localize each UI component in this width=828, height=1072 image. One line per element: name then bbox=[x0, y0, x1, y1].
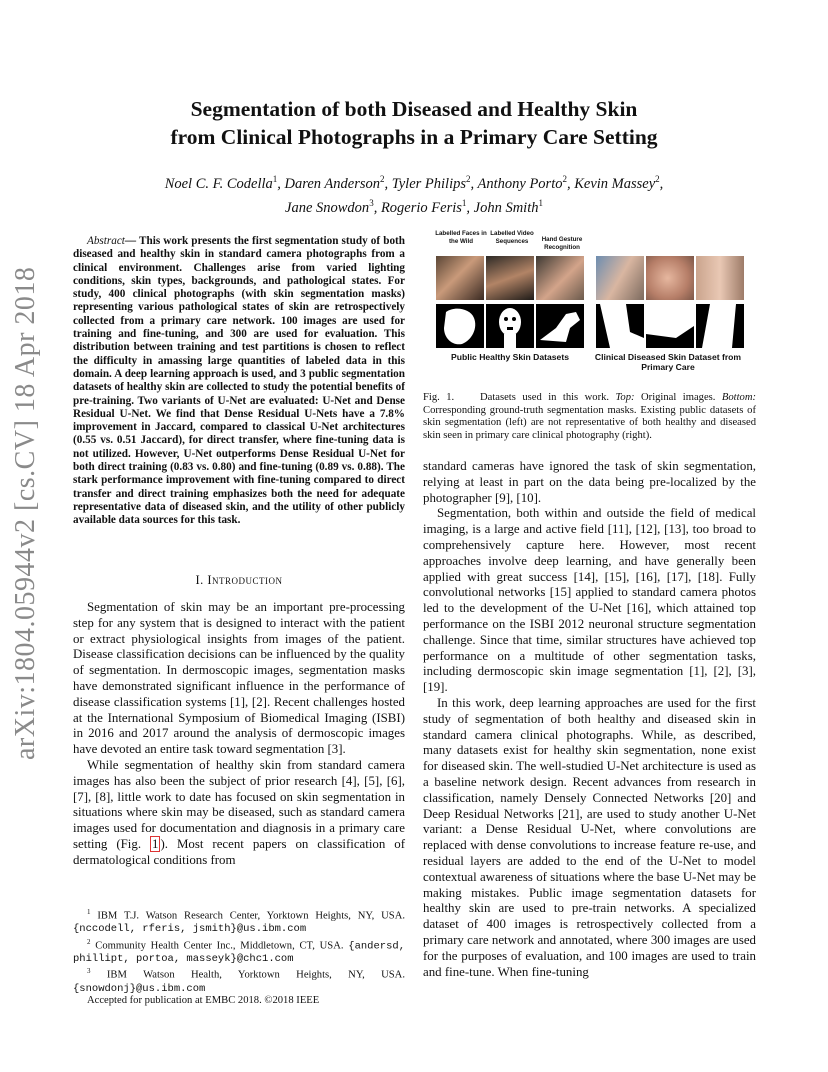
right-column-body bbox=[423, 459, 756, 980]
footnote-3: $^3$ IBM Watson Health, Yorktown Heights, NY, USA. {snowdonj}@us.ibm.com bbox=[73, 967, 405, 995]
dataset-header-hand-gesture: Hand Gesture Recognition bbox=[541, 236, 583, 251]
footnote-2: $^2$ Community Health Center Inc., Middletown, CT, USA. {andersd, phillipt, portoa, masseyk}@chc1.com bbox=[73, 937, 405, 965]
group-label-public: Public Healthy Skin Datasets bbox=[451, 352, 569, 362]
abstract bbox=[73, 235, 405, 528]
author: John Smith$^1$ bbox=[473, 197, 543, 216]
mask-face-video bbox=[486, 304, 534, 348]
group-label-clinical: Clinical Diseased Skin Dataset from Primary Care bbox=[594, 352, 742, 372]
abstract-text: — This work presents the first segmentation study of both diseased and healthy skin in standard camera photographs from a clinical environment. Challenges arise from varied lighting conditions, skin types, backgrounds, and pathological states. For study, 400 clinical photographs (with skin segmentation masks) representing various pathological states of skin are retrospectively collected from a primary care network. 100 images are used for training and fine-tuning, and 300 are used for evaluation. This distribution between training and test partitions is chosen to reflect the difficulty in amassing large quantities of labeled data in this domain. A deep learning approach is used, and 3 public segmentation datasets of healthy skin are collected to study the potential benefits of pre-training. Two variants of U-Net are evaluated: U-Net and Dense Residual U-Net. We find that Dense Residual U-Nets have a 7.8% improvement in Jaccard, compared to classical U-Net architectures (0.55 vs. 0.51 Jaccard), for direct transfer, where fine-tuning data is not utilized. However, U-Net outperforms Dense Residual U-Net for both direct training (0.83 vs. 0.80) and fine-tuning (0.89 vs. 0.88). The stark performance improvement with fine-tuning compared to direct transfer and direct training emphasizes both the need for adequate representative data of diseased skin, and the utility of other publicly available data sources for this task. bbox=[73, 235, 405, 527]
author: Daren Anderson$^2$, bbox=[284, 174, 392, 192]
figure-1-caption bbox=[423, 392, 756, 442]
photo-clinical-3 bbox=[696, 256, 744, 300]
author: Rogerio Feris$^1$, bbox=[380, 197, 474, 216]
caption-text: Datasets used in this work. Top: Original images. Bottom: Corresponding ground-truth segmentation masks. Existing public datasets of skin segmentation (left) are not representative of both healthy and diseased skin seen in primary care clinical photography (right). bbox=[423, 392, 757, 441]
figure-reference-link[interactable]: 1 bbox=[152, 836, 159, 851]
section-heading-introduction: I. Introduction bbox=[195, 573, 283, 587]
title-line-2: from Clinical Photographs in a Primary Care Setting bbox=[170, 125, 658, 149]
author: Jane Snowdon$^3$, bbox=[285, 197, 381, 216]
mask-hand bbox=[536, 304, 584, 348]
dataset-header-video: Labelled Video Sequences bbox=[490, 230, 534, 245]
left-column-body bbox=[73, 600, 405, 869]
dataset-header-lfw: Labelled Faces in the Wild bbox=[435, 230, 487, 245]
photo-face-video bbox=[486, 256, 534, 300]
mask-face-lfw bbox=[436, 304, 484, 348]
photo-hand bbox=[536, 256, 584, 300]
figure-1 bbox=[430, 228, 756, 378]
mask-clinical-2 bbox=[646, 304, 694, 348]
accepted-notice: Accepted for publication at EMBC 2018. ©2018 IEEE bbox=[87, 995, 320, 1007]
author: Noel C. F. Codella$^1$, bbox=[164, 174, 285, 192]
paragraph: In this work, deep learning approaches are used for the first study of segmentation of both healthy and diseased skin in standard camera clinical photographs. While, as described, many datasets exist for healthy skin segmentation, none exist for diseased skin. The well-studied U-Net architecture is used as a baseline network design. Recent advances from research in classification, namely Densely Connected Networks [20] and Deep Residual Networks [21], are used to study another U-Net variant: a Dense Residual U-Net, where convolutions are replaced with dense convolutions to increase feature re-use, and residual layers are added to the end of the U-Net to model contextual awareness of situations where the base U-Net may be making mistakes. Public image segmentation datasets for healthy skin are used to pre-train networks. A specialized dataset of 400 images is retrospectively collected from a primary care network and annotated, where 300 images are used for the purposes of evaluation, and 100 images are used to train and fine-tune. When fine-tuning bbox=[423, 695, 756, 979]
author: Kevin Massey$^2$, bbox=[574, 174, 664, 192]
author: Anthony Porto$^2$, bbox=[477, 174, 575, 192]
photo-clinical-1 bbox=[596, 256, 644, 300]
caption-label: Fig. 1. bbox=[423, 392, 455, 403]
author-list bbox=[90, 170, 738, 218]
mask-clinical-1 bbox=[596, 304, 644, 348]
mask-clinical-3 bbox=[696, 304, 744, 348]
photo-face-lfw bbox=[436, 256, 484, 300]
paragraph: standard cameras have ignored the task of skin segmentation, relying at least in part on the data being pre-localized by the photographer [9], [10]. bbox=[423, 459, 756, 505]
paragraph: While segmentation of healthy skin from standard camera images has also been the subject of prior research [4], [5], [6], [7], [8], little work to date has focused on skin segmentation in situations where skin may be diseased, such as standard camera images used for documentation and diagnosis in a primary care setting (Fig. 1 ). Most recent papers on classification of dermatological conditions from bbox=[73, 757, 406, 867]
title-line-1: Segmentation of both Diseased and Healthy Skin bbox=[190, 97, 638, 121]
arxiv-side-stamp: arXiv:1804.05944v2 [cs.CV] 18 Apr 2018 bbox=[10, 266, 41, 760]
paper-title bbox=[90, 95, 738, 151]
photo-clinical-2 bbox=[646, 256, 694, 300]
footnote-1: $^1$ IBM T.J. Watson Research Center, Yorktown Heights, NY, USA. {nccodell, rferis, jsmith}@us.ibm.com bbox=[73, 908, 405, 936]
abstract-label: Abstract bbox=[87, 235, 125, 247]
paragraph: Segmentation, both within and outside the field of medical imaging, is a large and active field [11], [12], [13], too broad to comprehensively capture here. However, most recent approaches involve deep learning, and have generally been applied with great success [14], [15], [16], [17], [18]. Fully convolutional networks [15] applied to standard camera photos led to the development of the U-Net [16], which attained top performance on the ISBI 2012 neuronal structure segmentation challenge. Since that time, similar structures have achieved top performance on a multitude of other segmentation tasks, including dermoscopic skin image segmentation [1], [2], [3], [19]. bbox=[423, 506, 756, 695]
paragraph: Segmentation of skin may be an important pre-processing step for any system that is designed to interact with the patient or extract physiological insights from images of the patient. Disease classification decisions can be influenced by the quality of segmentation. In dermoscopic images, segmentation masks have demonstrated significant influence in the performance of disease classification systems [1], [2]. Recent challenges hosted at the International Symposium of Biomedical Imaging (ISBI) in 2016 and 2017 around the analysis of dermoscopic images have devoted an entire task toward segmentation [3]. bbox=[73, 600, 405, 757]
author: Tyler Philips$^2$, bbox=[391, 174, 478, 192]
footnotes bbox=[73, 906, 405, 1008]
